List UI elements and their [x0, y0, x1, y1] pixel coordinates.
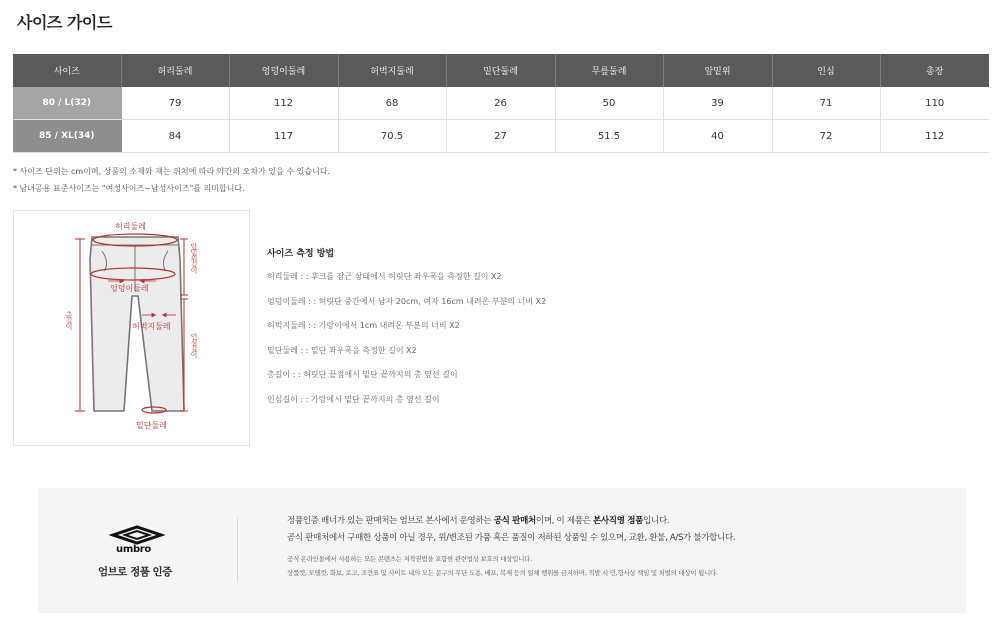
- label-hem: 밑단둘레: [136, 421, 167, 430]
- auth-official-seller: 공식 판매처: [493, 516, 536, 526]
- table-cell: 50: [555, 87, 663, 120]
- table-cell: 79: [121, 87, 229, 120]
- size-table: [13, 54, 989, 153]
- header-total-length: 총장: [880, 54, 989, 87]
- auth-line-1-e: 입니다.: [643, 516, 670, 526]
- auth-genuine-product: 본사직영 정품: [592, 516, 644, 526]
- auth-line-3: 공식 온라인몰에서 사용하는 모든 콘텐츠는 저작권법을 포함한 관련법상 보호의 대상입니다.: [287, 555, 532, 563]
- note-unit: * 사이즈 단위는 cm이며, 상품의 소재와 재는 위치에 따라 약간의 오차가 있을 수 있습니다.: [13, 167, 331, 176]
- header-inseam: 인심: [772, 54, 880, 87]
- header-thigh: 허벅지둘레: [338, 54, 446, 87]
- method-waist: 허리둘레 : : 후크를 잠근 상태에서 허릿단 좌우폭을 측정한 길이 X2: [267, 272, 502, 281]
- header-waist: 허리둘레: [121, 54, 229, 87]
- brand-name: umbro: [116, 544, 151, 555]
- table-cell: 112: [880, 120, 989, 153]
- measurement-method: [267, 246, 546, 418]
- table-cell: 117: [229, 120, 338, 153]
- auth-line-1: [287, 514, 947, 531]
- table-header-row: [13, 54, 989, 87]
- size-notes: [13, 163, 330, 197]
- label-hip: 엉덩이둘레: [110, 284, 149, 293]
- measurement-diagram: [13, 210, 250, 446]
- method-inseam: 인심길이 : : 가랑에서 밑단 끝까지의 총 옆선 길이: [267, 394, 440, 404]
- auth-text: [287, 514, 947, 582]
- divider: [237, 518, 238, 582]
- auth-line-1-c: 이며, 이 제품은: [535, 516, 593, 526]
- header-hip: 엉덩이둘레: [229, 54, 338, 87]
- method-thigh: 허벅지둘레 : : 가랑이에서 1cm 내려온 부분의 너비 X2: [267, 321, 460, 330]
- table-cell: 51.5: [555, 120, 663, 153]
- table-cell: 72: [772, 120, 880, 153]
- table-cell: 40: [663, 120, 772, 153]
- label-inseam: 인심길이: [190, 333, 198, 357]
- table-cell: 71: [772, 87, 880, 120]
- table-cell: 26: [446, 87, 555, 120]
- label-total-length: 총길이: [65, 311, 73, 329]
- label-thigh: 허벅지둘레: [132, 322, 171, 331]
- method-hem: 밑단둘레 : : 밑단 좌우폭을 측정한 길이 X2: [267, 345, 417, 355]
- auth-line-4: 상품컷, 모델컷, 화보, 로고, 조견표 및 사이트 내의 모든 문구의 무단 도용, 배포, 복제 등의 일체 행위를 금지하며, 적발 시 민,형사상 책임 및 처벌의 대상이 됩니다.: [287, 569, 718, 577]
- row-size-label: 80 / L(32): [13, 87, 121, 120]
- header-knee: 무릎둘레: [555, 54, 663, 87]
- table-cell: 27: [446, 120, 555, 153]
- row-size-label: 85 / XL(34): [13, 120, 121, 153]
- auth-title: 엄브로 정품 인증: [98, 566, 172, 578]
- note-unisex: * 남녀공용 표준사이즈는 "여성사이즈~남성사이즈"를 의미합니다.: [13, 184, 245, 193]
- label-front-rise: 앞밑위길이: [190, 243, 198, 273]
- table-row: [13, 120, 989, 153]
- authenticity-banner: [38, 488, 966, 613]
- table-cell: 39: [663, 87, 772, 120]
- auth-line-1-a: 정품인증 배너가 있는 판매처는 엄브로 본사에서 운영하는: [287, 516, 494, 526]
- umbro-diamond-icon: [109, 525, 165, 545]
- table-cell: 70.5: [338, 120, 446, 153]
- header-hem: 밑단둘레: [446, 54, 555, 87]
- method-hip: 엉덩이둘레 : : 허릿단 중간에서 남자 20cm, 여자 16cm 내려온 부분의 너비 X2: [267, 296, 547, 306]
- method-total-length: 총길이 : : 허릿단 끝점에서 밑단 끝까지의 총 옆선 길이: [267, 370, 458, 379]
- page-title: 사이즈 가이드: [17, 13, 112, 32]
- label-waist: 허리둘레: [115, 222, 146, 231]
- table-cell: 68: [338, 87, 446, 120]
- table-cell: 112: [229, 87, 338, 120]
- table-cell: 84: [121, 120, 229, 153]
- method-title: 사이즈 측정 방법: [267, 249, 335, 259]
- header-size: 사이즈: [13, 54, 121, 87]
- table-row: [13, 87, 989, 120]
- auth-line-2: 공식 판매처에서 구매한 상품이 아닐 경우, 위/변조된 가품 혹은 품질이 저하된 상품일 수 있으며, 교환, 환불, A/S가 불가합니다.: [287, 533, 736, 543]
- header-front-rise: 앞밑위: [663, 54, 772, 87]
- table-cell: 110: [880, 87, 989, 120]
